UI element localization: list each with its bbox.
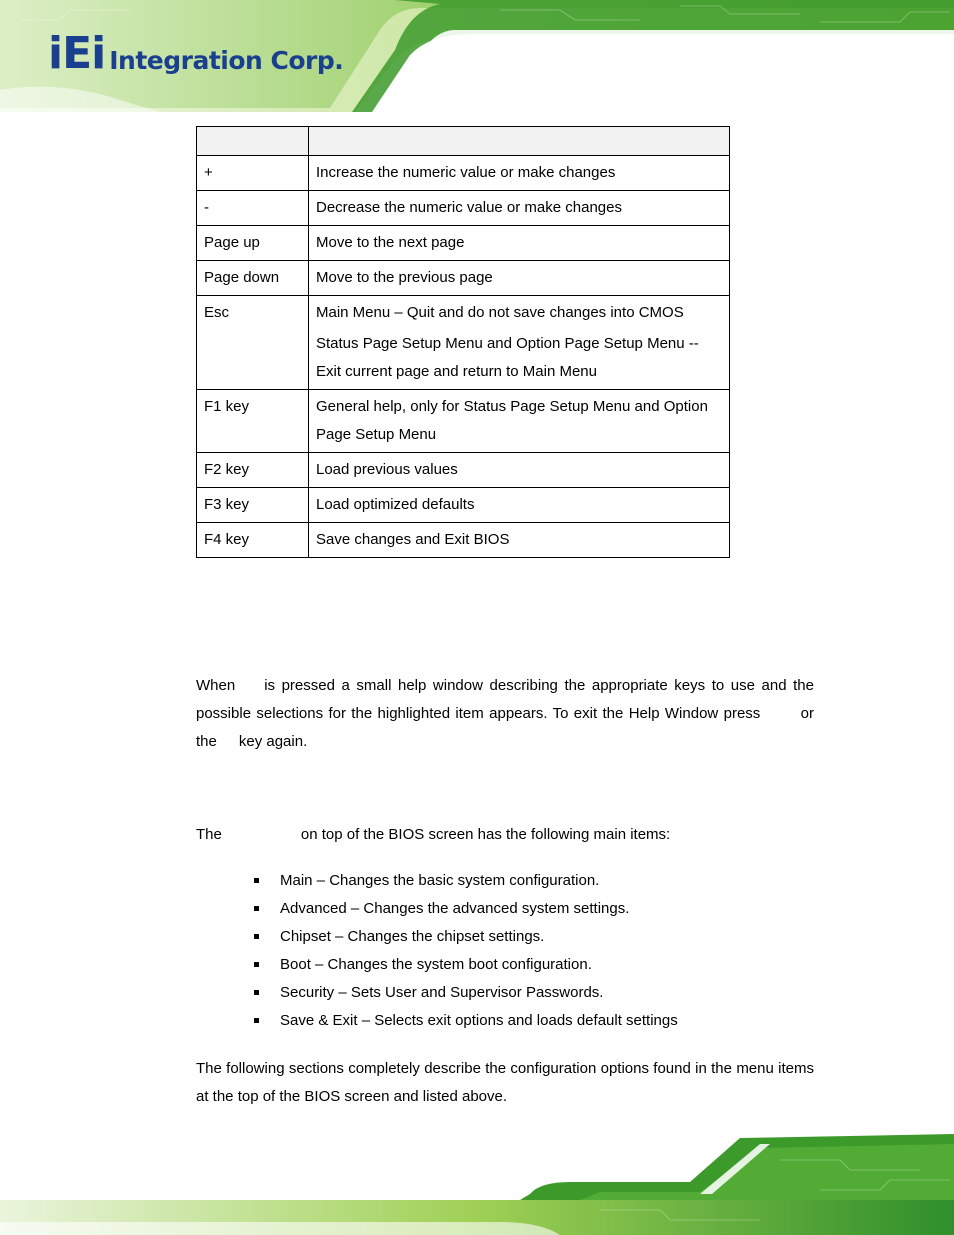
bullet-icon [254, 934, 259, 939]
list-item-text: Boot – Changes the system boot configuration. [280, 956, 592, 973]
logo-mark: iEi [48, 28, 106, 79]
company-logo [48, 26, 344, 79]
key-cell: Page down [197, 261, 309, 296]
function-cell [309, 156, 730, 191]
list-item-text: Main – Changes the basic system configuration. [280, 872, 600, 889]
function-text: Main Menu – Quit and do not save changes into CMOS [316, 304, 684, 321]
menu-intro-text-1: The [196, 826, 222, 843]
closing-paragraph: The following sections completely describe the configuration options found in the menu items at the top of the BIOS screen and listed above. [196, 1060, 814, 1105]
key-cell: F1 key [197, 390, 309, 453]
function-cell [309, 296, 730, 390]
table-row [197, 191, 730, 226]
menu-items-list [254, 867, 678, 1035]
table-row [197, 296, 730, 390]
function-text: Move to the next page [316, 234, 465, 251]
list-item [254, 1007, 678, 1035]
function-text: Load previous values [316, 461, 458, 478]
menu-intro-paragraph [196, 821, 814, 849]
function-cell [309, 390, 730, 453]
function-text: Decrease the numeric value or make changes [316, 199, 622, 216]
bullet-icon [254, 878, 259, 883]
list-item-text: Advanced – Changes the advanced system settings. [280, 900, 630, 917]
list-item [254, 951, 678, 979]
table-row [197, 390, 730, 453]
table-row [197, 488, 730, 523]
function-text: Move to the previous page [316, 269, 493, 286]
list-item-text: Security – Sets User and Supervisor Passwords. [280, 984, 604, 1001]
bullet-icon [254, 1018, 259, 1023]
list-item-text: Save & Exit – Selects exit options and loads default settings [280, 1012, 678, 1029]
header-cell-key [197, 127, 309, 156]
help-paragraph [196, 672, 814, 756]
key-cell: F3 key [197, 488, 309, 523]
bios-keys-table [196, 126, 730, 558]
function-cell [309, 261, 730, 296]
help-text-3: or the [196, 705, 814, 750]
table-row [197, 226, 730, 261]
help-text-1: When [196, 677, 236, 694]
help-text-2: is pressed a small help window describing the appropriate keys to use and the possible selections for the highlighted item appears. To exit the Help Window press [196, 677, 814, 722]
function-cell [309, 523, 730, 558]
function-cell [309, 488, 730, 523]
table-row [197, 523, 730, 558]
key-cell: Esc [197, 296, 309, 390]
logo-text: Integration Corp. [109, 46, 344, 75]
key-cell: Page up [197, 226, 309, 261]
table-row [197, 261, 730, 296]
bullet-icon [254, 906, 259, 911]
function-cell [309, 453, 730, 488]
function-cell [309, 226, 730, 261]
list-item [254, 867, 678, 895]
function-text: General help, only for Status Page Setup Menu and Option Page Setup Menu [316, 398, 708, 443]
bullet-icon [254, 962, 259, 967]
key-cell: - [197, 191, 309, 226]
key-cell: F2 key [197, 453, 309, 488]
function-cell [309, 191, 730, 226]
footer-banner [0, 1130, 954, 1235]
function-text: Save changes and Exit BIOS [316, 531, 510, 548]
list-item-text: Chipset – Changes the chipset settings. [280, 928, 545, 945]
list-item [254, 979, 678, 1007]
table-row [197, 453, 730, 488]
table-header-row [197, 127, 730, 156]
key-cell: + [197, 156, 309, 191]
bullet-icon [254, 990, 259, 995]
list-item [254, 923, 678, 951]
function-text: Load optimized defaults [316, 496, 475, 513]
function-text: Increase the numeric value or make changes [316, 164, 616, 181]
list-item [254, 895, 678, 923]
help-text-4: key again. [238, 733, 308, 750]
function-text: Status Page Setup Menu and Option Page Setup Menu -- Exit current page and return to Main Menu [316, 335, 699, 380]
menu-intro-text-2: on top of the BIOS screen has the following main items: [300, 826, 671, 843]
key-cell: F4 key [197, 523, 309, 558]
table-row [197, 156, 730, 191]
header-cell-function [309, 127, 730, 156]
